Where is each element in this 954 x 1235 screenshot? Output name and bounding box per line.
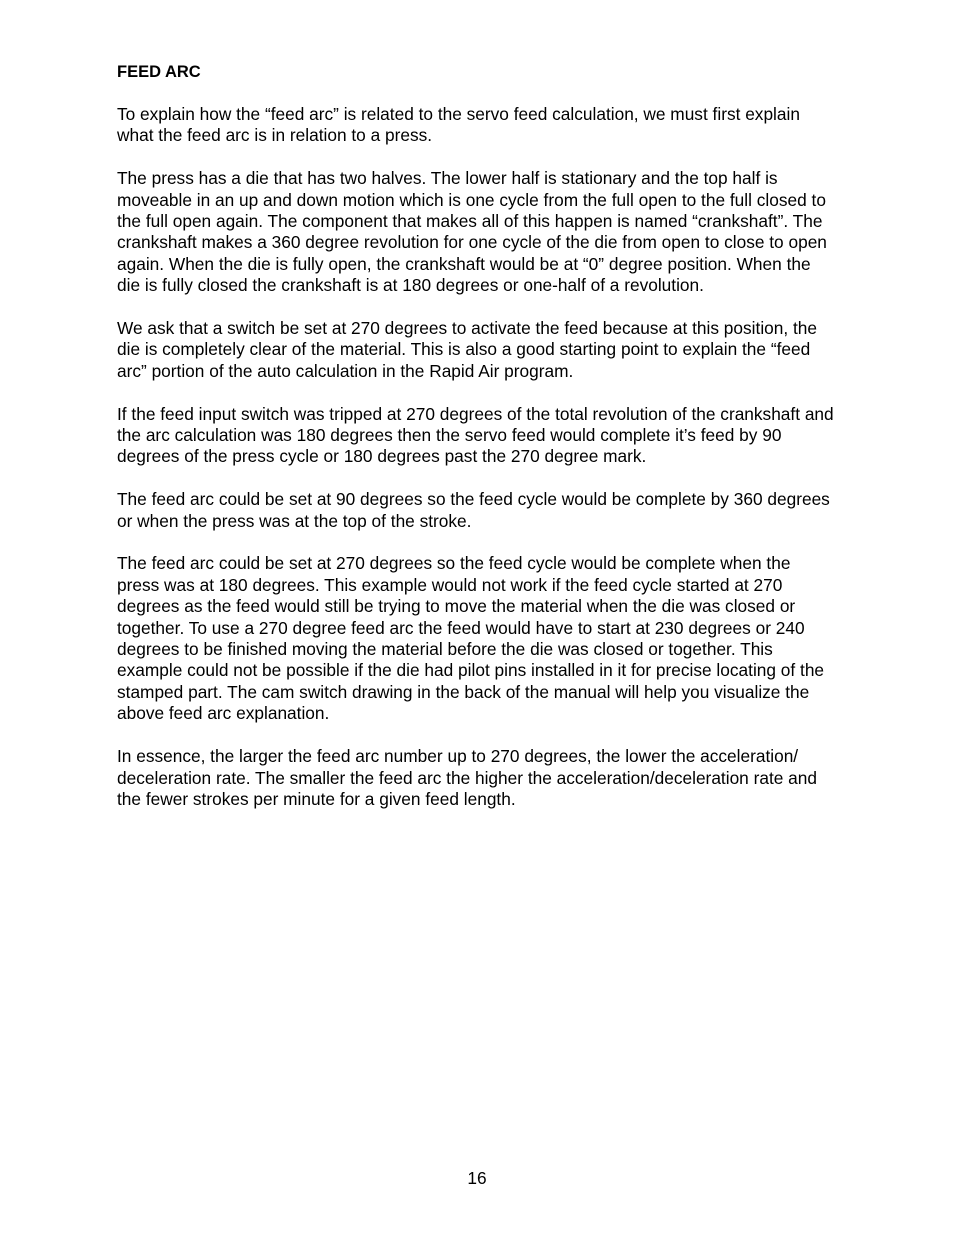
paragraph-intro: To explain how the “feed arc” is related to the servo feed calculation, we must first explain what the feed arc is in relation to a press. (117, 104, 800, 146)
document-body (117, 62, 897, 832)
page-number: 16 (467, 1168, 487, 1188)
paragraph-arc-270: The feed arc could be set at 270 degrees so the feed cycle would be complete when the press was at 180 degrees. This example would not work if the feed cycle started at 270 degrees as the feed would still be trying to move the material when the die was closed or together. To use a 270 degree feed arc the feed would have to start at 230 degrees or 240 degrees to be finished moving the material before the die was closed or together. This example could not be possible if the die had pilot pins installed in it for precise locating of the stamped part. The cam switch drawing in the back of the manual will help you visualize the above feed arc explanation. (117, 553, 825, 724)
paragraph-arc-180: If the feed input switch was tripped at 270 degrees of the total revolution of the crankshaft and the arc calculation was 180 degrees then the servo feed would complete it’s feed by 90 degrees of the press cycle or 180 degrees past the 270 degree mark. (117, 403, 834, 467)
paragraph-press-die: The press has a die that has two halves. The lower half is stationary and the top half is moveable in an up and down motion which is one cycle from the full open to the full closed to the full open again. The component that makes all of this happen is named “crankshaft”. The crankshaft makes a 360 degree revolution for one cycle of the die from open to close to open again. When the die is fully open, the crankshaft would be at “0” degree position. When the die is fully closed the crankshaft is at 180 degrees or one-half of a revolution. (117, 168, 827, 296)
paragraph-essence: In essence, the larger the feed arc number up to 270 degrees, the lower the acceleration/ deceleration rate. The smaller the feed arc the higher the acceleration/deceleration rate and the fewer strokes per minute for a given feed length. (117, 746, 818, 809)
section-heading: FEED ARC (117, 63, 201, 81)
paragraph-arc-90: The feed arc could be set at 90 degrees so the feed cycle would be complete by 360 degrees or when the press was at the top of the stroke. (117, 489, 830, 531)
paragraph-switch-270: We ask that a switch be set at 270 degrees to activate the feed because at this position, the die is completely clear of the material. This is also a good starting point to explain the “feed arc” portion of the auto calculation in the Rapid Air program. (117, 318, 818, 381)
